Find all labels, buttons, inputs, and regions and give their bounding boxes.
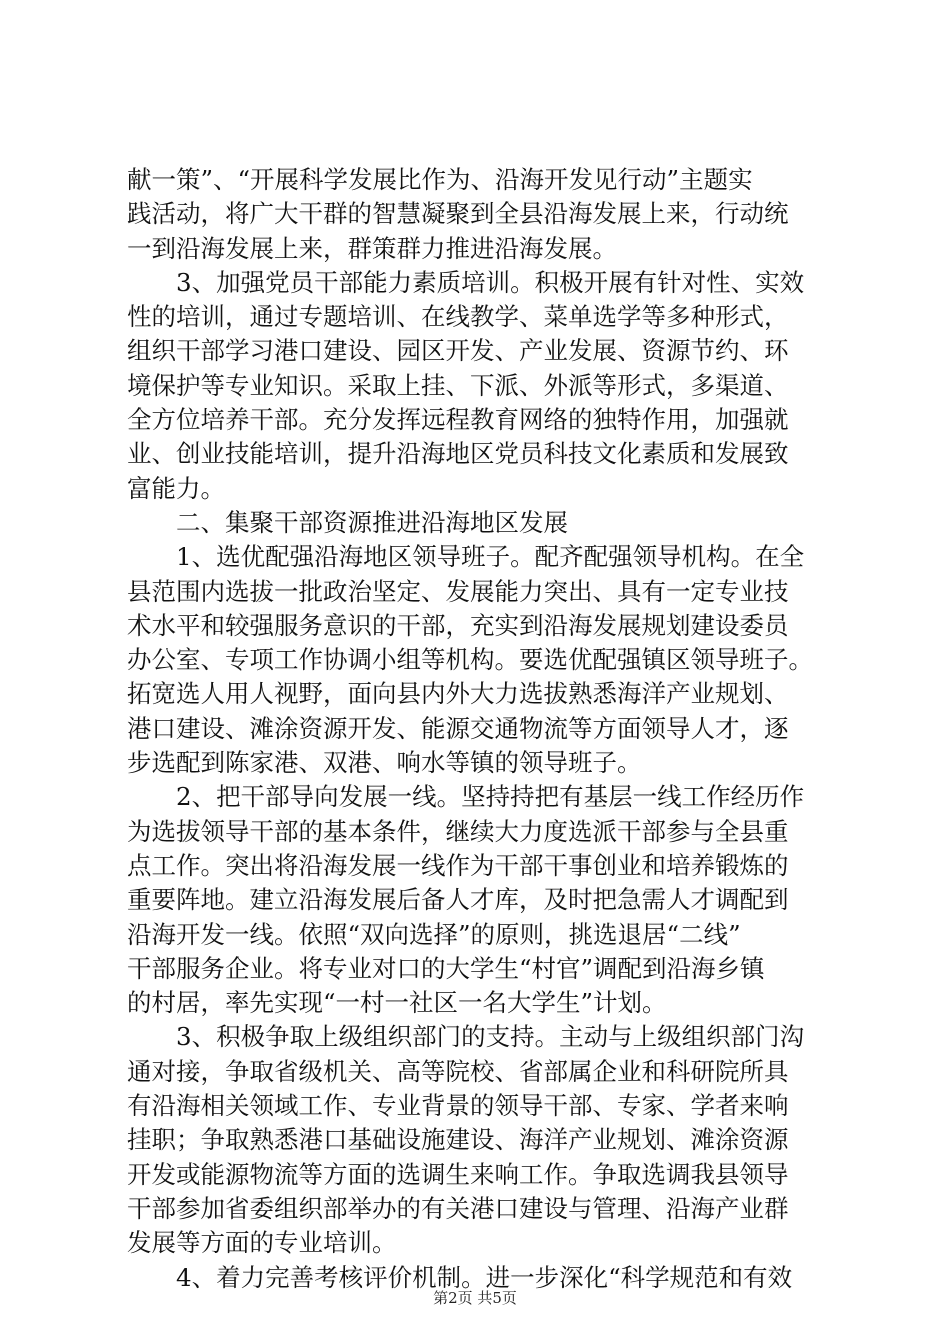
text-line: 3、积极争取上级组织部门的支持。主动与上级组织部门沟: [127, 1022, 805, 1052]
text-line: 一到沿海发展上来，群策群力推进沿海发展。: [127, 233, 617, 263]
text-line: 开发或能源物流等方面的选调生来响工作。争取选调我县领导: [127, 1159, 789, 1189]
text-line: 3、加强党员干部能力素质培训。积极开展有针对性、实效: [127, 267, 805, 297]
text-line: 4、着力完善考核评价机制。进一步深化“科学规范和有效: [127, 1262, 793, 1292]
text-line: 业、创业技能培训，提升沿海地区党员科技文化素质和发展致: [127, 439, 789, 469]
text-line: 港口建设、滩涂资源开发、能源交通物流等方面领导人才，逐: [127, 713, 789, 743]
text-line: 献一策”、“开展科学发展比作为、沿海开发见行动”主题实: [127, 165, 753, 194]
text-line: 挂职；争取熟悉港口基础设施建设、海洋产业规划、滩涂资源: [127, 1125, 789, 1155]
text-line: 点工作。突出将沿海发展一线作为干部干事创业和培养锻炼的: [127, 850, 789, 880]
text-line: 全方位培养干部。充分发挥远程教育网络的独特作用，加强就: [127, 405, 789, 435]
text-line: 为选拔领导干部的基本条件，继续大力度选派干部参与全县重: [127, 816, 789, 846]
text-line: 1、选优配强沿海地区领导班子。配齐配强领导机构。在全: [127, 542, 805, 572]
text-line: 组织干部学习港口建设、园区开发、产业发展、资源节约、环: [127, 336, 789, 366]
text-line: 术水平和较强服务意识的干部，充实到沿海发展规划建设委员: [127, 610, 789, 640]
text-line: 发展等方面的专业培训。: [127, 1228, 397, 1258]
text-line: 境保护等专业知识。采取上挂、下派、外派等形式，多渠道、: [127, 370, 789, 400]
document-body: [127, 163, 827, 1295]
text-line: 县范围内选拔一批政治坚定、发展能力突出、具有一定专业技: [127, 576, 789, 606]
text-line: 步选配到陈家港、双港、响水等镇的领导班子。: [127, 748, 642, 778]
text-line: 富能力。: [127, 473, 225, 503]
text-line: 拓宽选人用人视野，面向县内外大力选拔熟悉海洋产业规划、: [127, 679, 789, 709]
section-heading: 二、集聚干部资源推进沿海地区发展: [127, 507, 568, 537]
text-line: 践活动，将广大干群的智慧凝聚到全县沿海发展上来，行动统: [127, 199, 789, 229]
text-line: 办公室、专项工作协调小组等机构。要选优配强镇区领导班子。: [127, 645, 813, 675]
text-line: 干部服务企业。将专业对口的大学生“村官”调配到沿海乡镇: [127, 953, 765, 983]
text-line: 通对接，争取省级机关、高等院校、省部属企业和科研院所具: [127, 1056, 789, 1086]
text-line: 2、把干部导向发展一线。坚持持把有基层一线工作经历作: [127, 782, 805, 812]
text-line: 的村居，率先实现“一村一社区一名大学生”计划。: [127, 988, 667, 1018]
page-footer: 第2页 共5页: [433, 1289, 517, 1307]
text-line: 性的培训，通过专题培训、在线教学、菜单选学等多种形式，: [127, 302, 789, 332]
text-line: 干部参加省委组织部举办的有关港口建设与管理、沿海产业群: [127, 1193, 789, 1223]
text-line: 沿海开发一线。依照“双向选择”的原则，挑选退居“二线”: [127, 919, 741, 949]
text-line: 重要阵地。建立沿海发展后备人才库，及时把急需人才调配到: [127, 885, 789, 915]
text-line: 有沿海相关领域工作、专业背景的领导干部、专家、学者来响: [127, 1091, 789, 1121]
